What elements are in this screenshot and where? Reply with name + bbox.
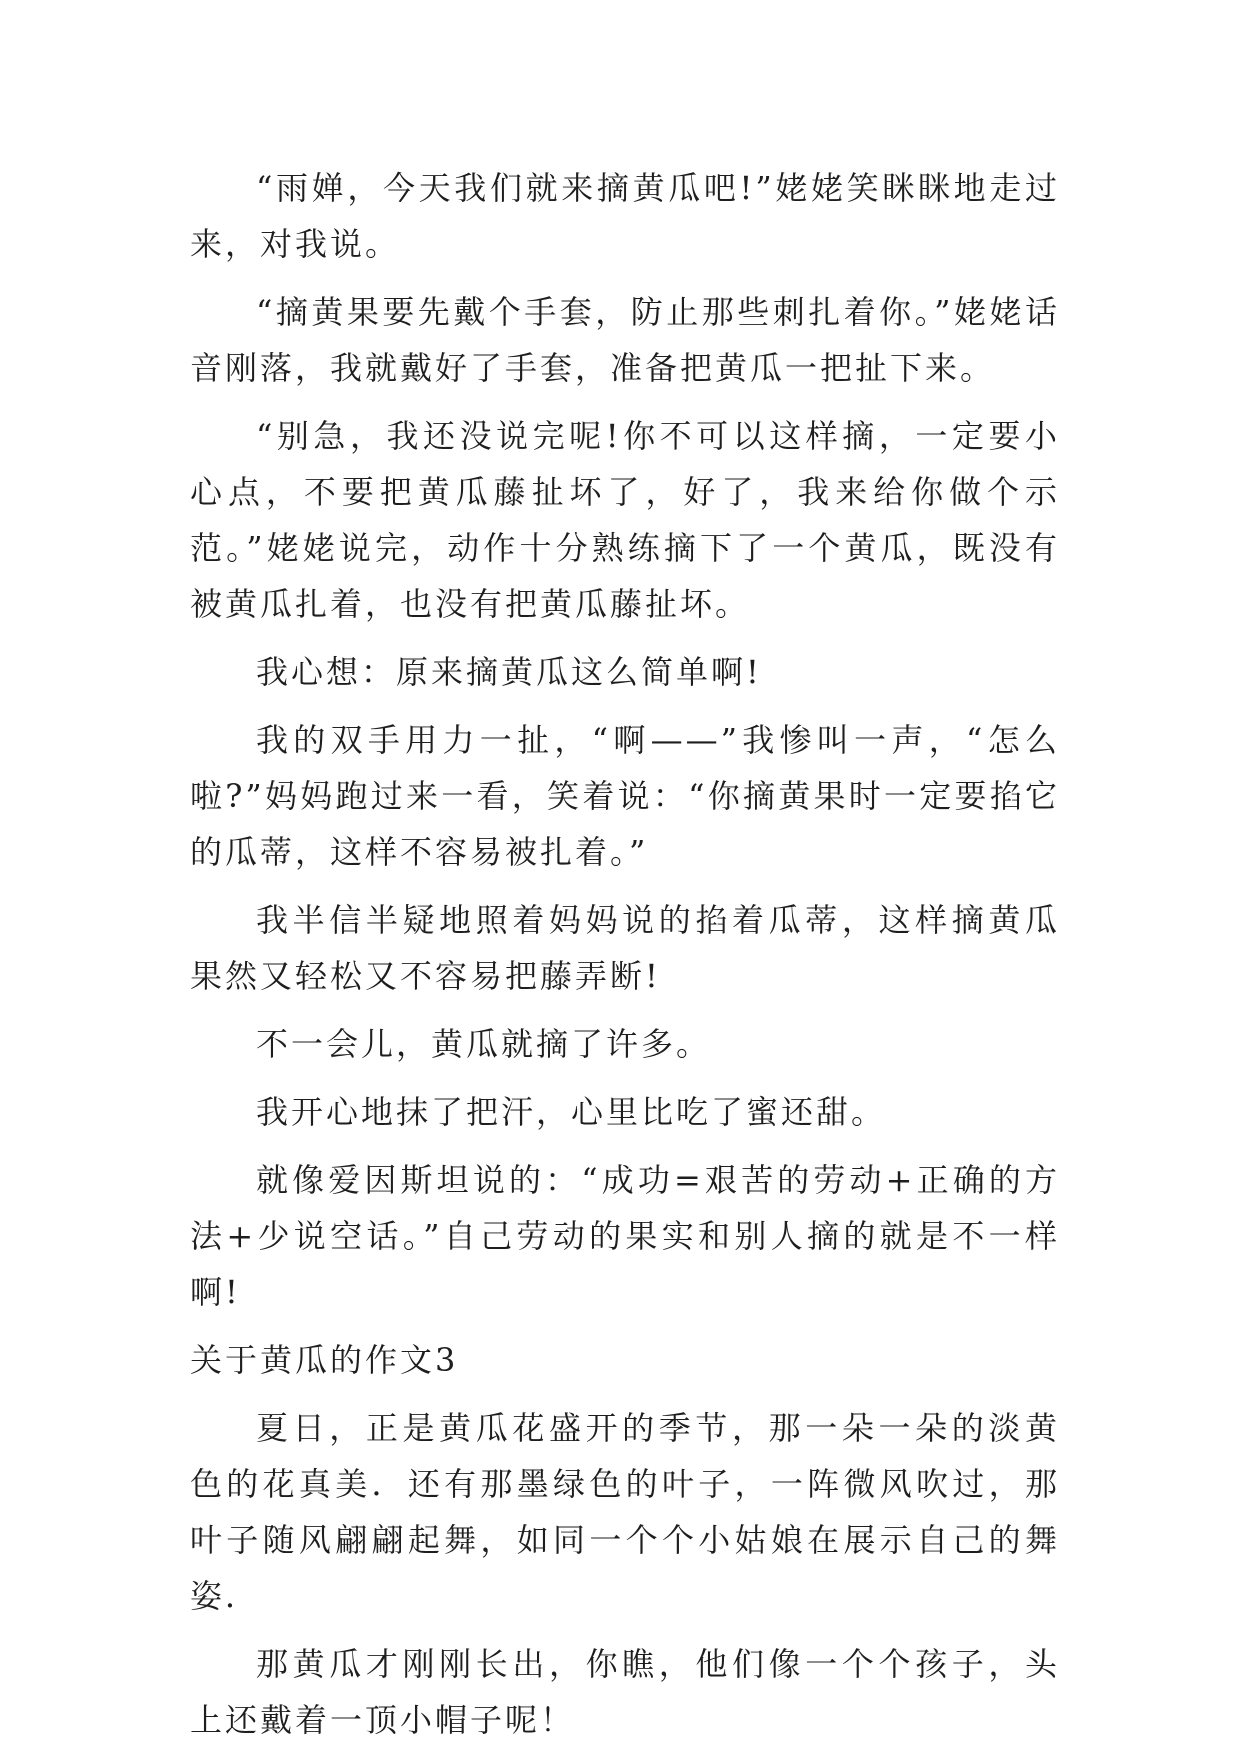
paragraph: “摘黄果要先戴个手套，防止那些刺扎着你。”姥姥话音刚落，我就戴好了手套，准备把黄瓜一把扯下来。 — [190, 293, 1060, 387]
paragraph: 夏日，正是黄瓜花盛开的季节，那一朵一朵的淡黄色的花真美．还有那墨绿色的叶子，一阵微风吹过，那叶子随风翩翩起舞，如同一个个小姑娘在展示自己的舞姿． — [190, 1409, 1060, 1615]
paragraph: “雨婵，今天我们就来摘黄瓜吧!”姥姥笑眯眯地走过来，对我说。 — [190, 169, 1060, 263]
paragraph: 不一会儿，黄瓜就摘了许多。 — [256, 1025, 712, 1063]
section-heading: 关于黄瓜的作文3 — [190, 1341, 459, 1379]
paragraph: 那黄瓜才刚刚长出，你瞧，他们像一个个孩子，头上还戴着一顶小帽子呢！ — [190, 1645, 1060, 1739]
paragraph: 我心想：原来摘黄瓜这么简单啊! — [256, 653, 762, 691]
paragraph: 我的双手用力一扯，“啊——”我惨叫一声，“怎么啦?”妈妈跑过来一看，笑着说：“你摘黄果时一定要掐它的瓜蒂，这样不容易被扎着。” — [190, 721, 1060, 871]
paragraph: 就像爱因斯坦说的：“成功=艰苦的劳动+正确的方法+少说空话。”自己劳动的果实和别人摘的就是不一样啊! — [190, 1161, 1060, 1311]
document-body — [190, 160, 1060, 1760]
paragraph: 我开心地抹了把汗，心里比吃了蜜还甜。 — [256, 1093, 887, 1131]
paragraph: “别急，我还没说完呢!你不可以这样摘，一定要小心点，不要把黄瓜藤扯坏了，好了，我来给你做个示范。”姥姥说完，动作十分熟练摘下了一个黄瓜，既没有被黄瓜扎着，也没有把黄瓜藤扯坏。 — [190, 417, 1060, 623]
paragraph: 我半信半疑地照着妈妈说的掐着瓜蒂，这样摘黄瓜果然又轻松又不容易把藤弄断! — [190, 901, 1060, 995]
